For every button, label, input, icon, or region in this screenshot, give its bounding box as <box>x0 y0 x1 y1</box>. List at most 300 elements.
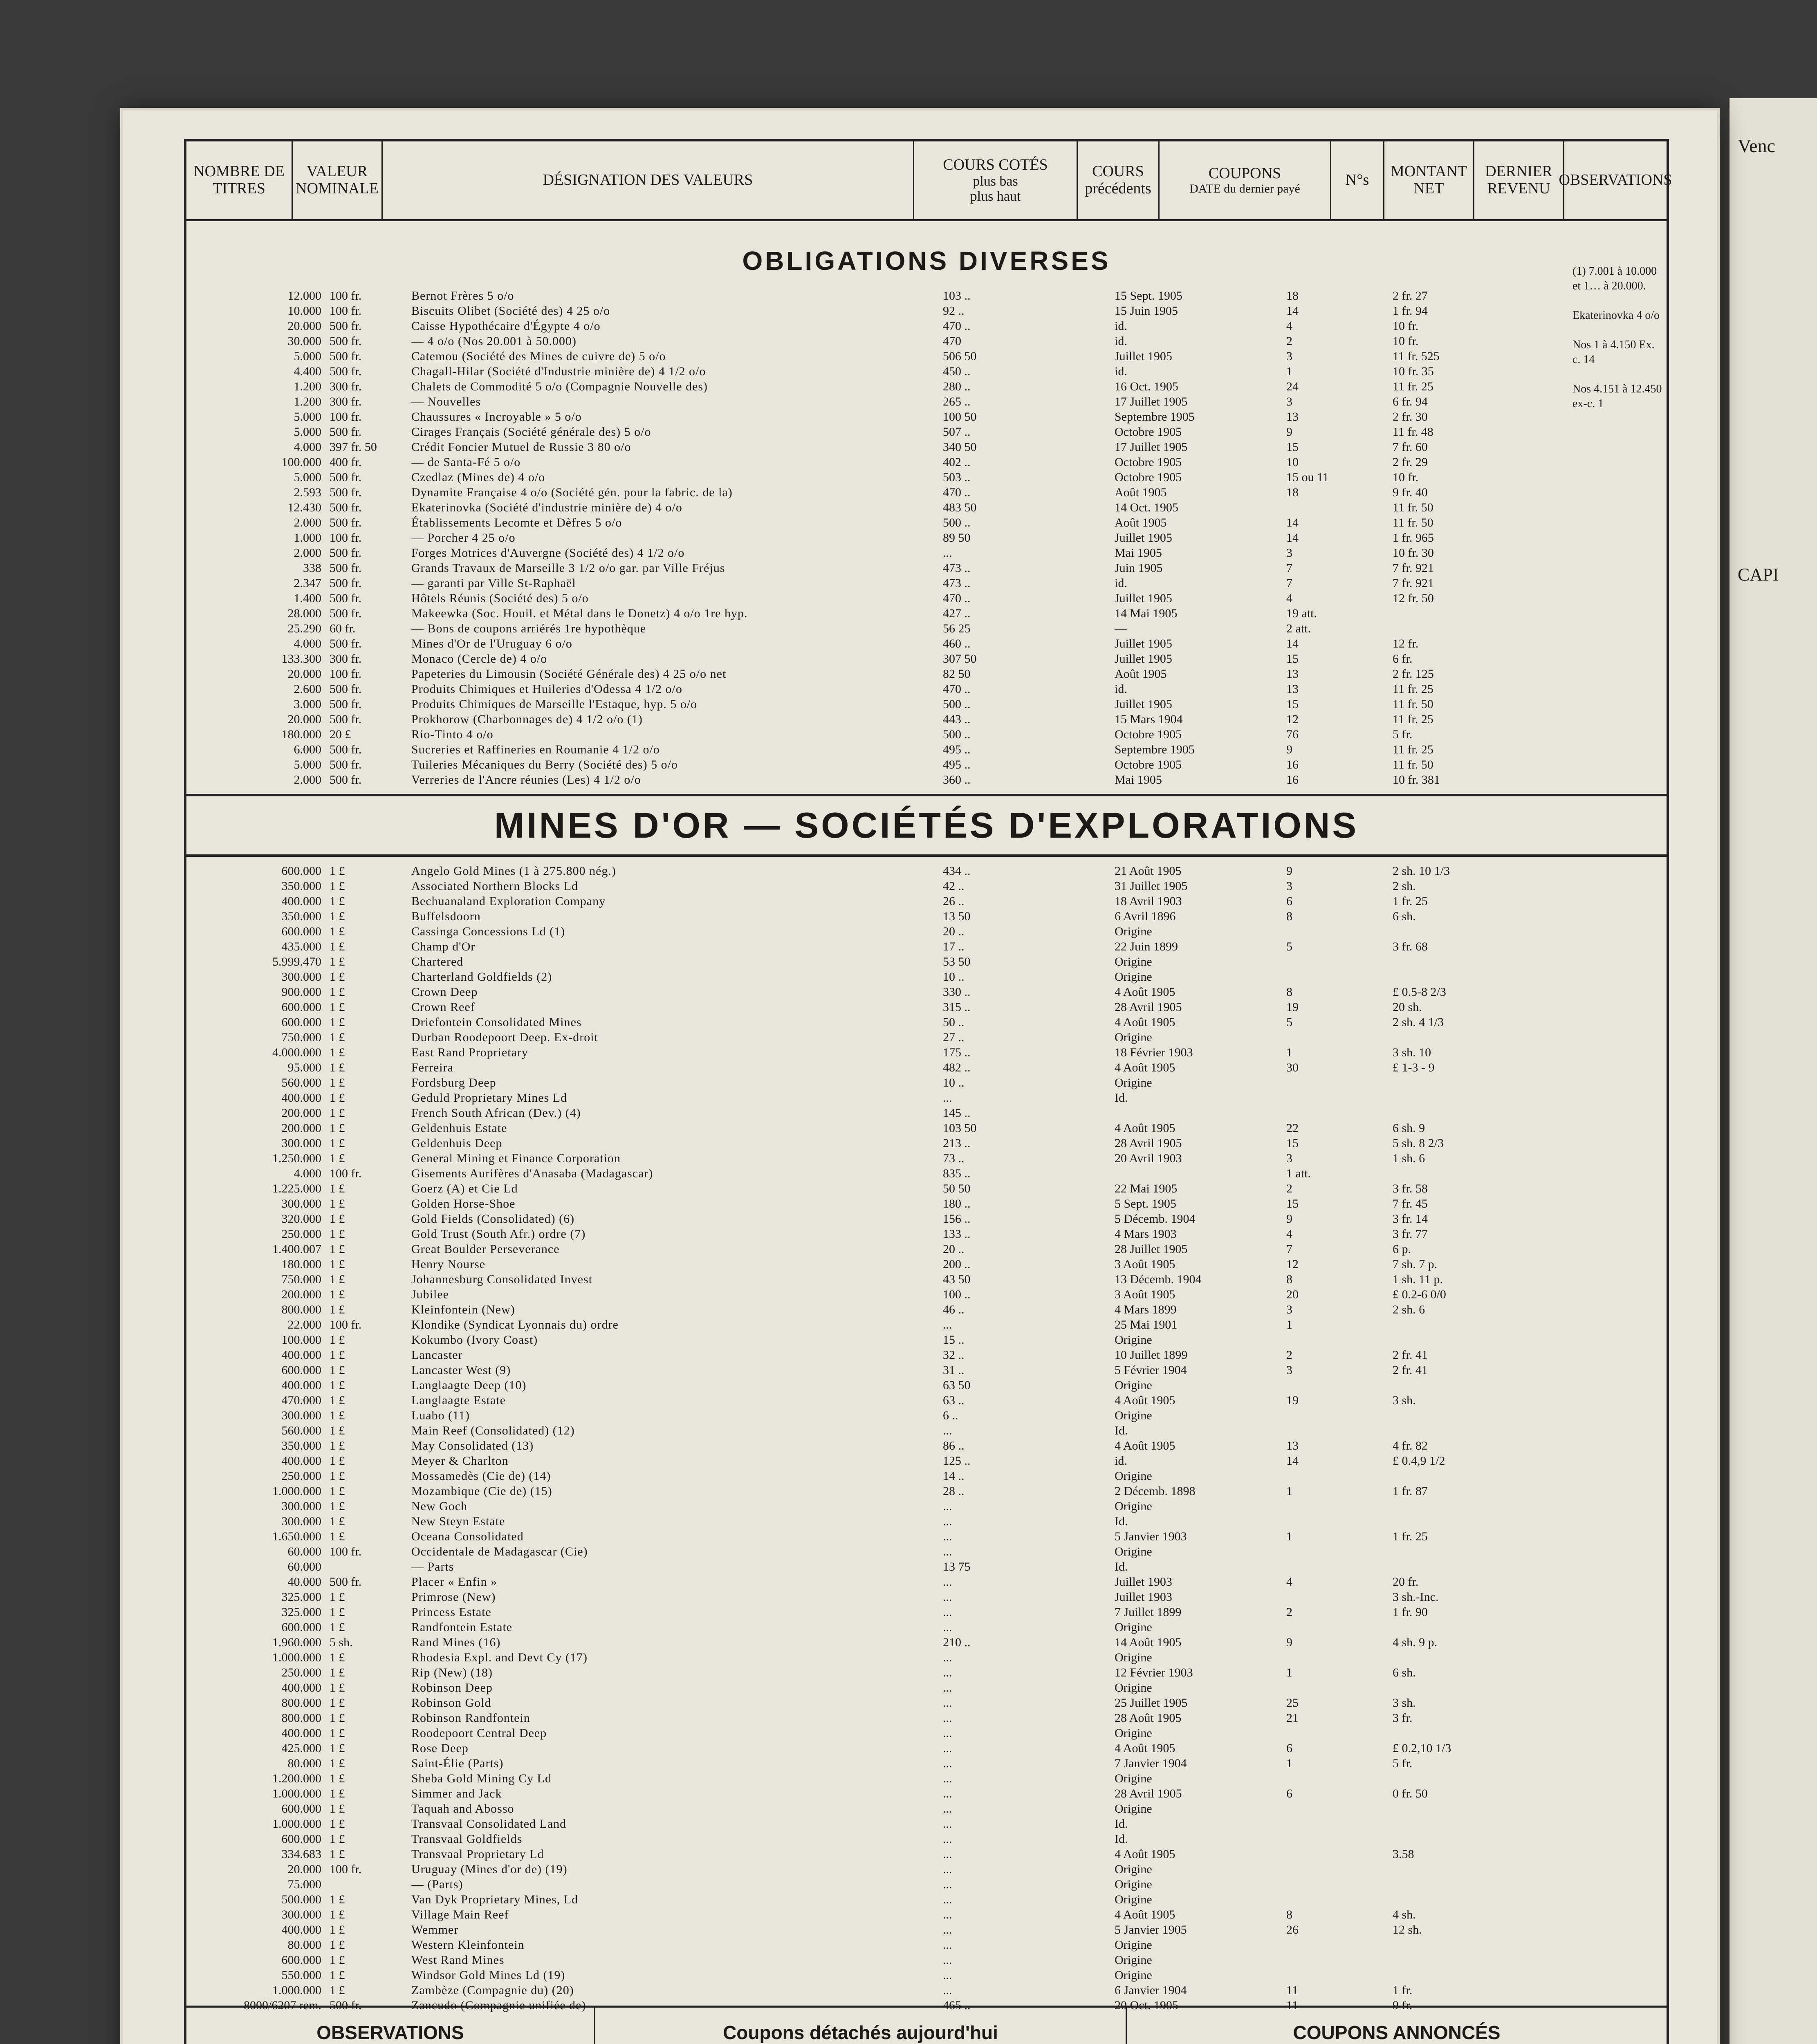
cell-valeur: 1 £ <box>330 1711 345 1725</box>
cell-numero: 6 <box>1286 1787 1292 1800</box>
cell-designation: Fordsburg Deep <box>411 1076 496 1089</box>
cell-numero: 16 <box>1286 758 1299 771</box>
cell-nombre: 600.000 <box>281 925 321 938</box>
cell-cours: ... <box>943 1696 952 1710</box>
section2-rows <box>186 863 1667 2013</box>
cell-cours: 460 .. <box>943 637 971 650</box>
table-row <box>199 1000 1654 1015</box>
cell-montant: £ 0.2,10 1/3 <box>1393 1741 1451 1755</box>
cell-cours: 473 .. <box>943 576 971 590</box>
cell-date: 4 Août 1905 <box>1115 1439 1175 1452</box>
cell-montant <box>1393 1378 1499 1393</box>
table-row <box>199 1907 1654 1922</box>
observation-line: Ekaterinovka 4 o/o <box>1572 309 1660 322</box>
cell-numero: 24 <box>1286 380 1299 393</box>
cell-nombre: 550.000 <box>281 1968 321 1982</box>
cell-cours: 265 .. <box>943 395 971 408</box>
table-row <box>199 606 1654 621</box>
table-row <box>199 349 1654 364</box>
cell-montant: 12 fr. <box>1393 637 1419 650</box>
cell-cours: ... <box>943 1091 952 1105</box>
cell-montant: 10 fr. 30 <box>1393 546 1434 560</box>
cell-designation: Hôtels Réunis (Société des) 5 o/o <box>411 592 589 605</box>
cell-numero: 2 <box>1286 1605 1292 1619</box>
cell-date: Origine <box>1115 970 1152 984</box>
cell-cours: 13 50 <box>943 910 971 923</box>
table-row <box>199 1317 1654 1332</box>
cell-montant <box>1393 1816 1499 1831</box>
cell-designation: Tuileries Mécaniques du Berry (Société des) 5 o/o <box>411 758 678 771</box>
cell-montant <box>1393 606 1499 621</box>
table-row <box>199 1151 1654 1166</box>
cell-designation: Johannesburg Consolidated Invest <box>411 1273 593 1286</box>
cell-numero <box>1286 1105 1393 1121</box>
cell-numero: 3 <box>1286 546 1292 560</box>
cell-numero: 25 <box>1286 1696 1299 1710</box>
cell-nombre: 600.000 <box>281 1000 321 1014</box>
cell-designation: Western Kleinfontein <box>411 1938 525 1952</box>
cell-nombre: 425.000 <box>281 1741 321 1755</box>
cell-cours: ... <box>943 1530 952 1543</box>
cell-valeur: 100 fr. <box>330 667 362 681</box>
cell-numero: 4 <box>1286 1227 1292 1241</box>
bottom-panels <box>186 2006 1667 2044</box>
cell-date: Id. <box>1115 1424 1128 1437</box>
cell-valeur: 1 £ <box>330 1832 345 1846</box>
cell-montant <box>1393 1332 1499 1347</box>
cell-valeur: 100 fr. <box>330 410 362 424</box>
cell-numero: 3 <box>1286 1303 1292 1316</box>
table-row <box>199 1650 1654 1665</box>
cell-montant <box>1393 1423 1499 1438</box>
cell-nombre: 470.000 <box>281 1394 321 1407</box>
table-row <box>199 409 1654 424</box>
cell-valeur: 1 £ <box>330 1182 345 1195</box>
cell-cours: 470 .. <box>943 682 971 696</box>
cell-montant: 11 fr. 50 <box>1393 501 1433 514</box>
cell-designation: Randfontein Estate <box>411 1620 513 1634</box>
cell-nombre: 5.000 <box>294 471 321 484</box>
cell-valeur: 100 fr. <box>330 1545 362 1558</box>
cell-date: 12 Février 1903 <box>1115 1666 1193 1679</box>
cell-montant <box>1393 1877 1499 1892</box>
cell-montant: 11 fr. 25 <box>1393 713 1433 726</box>
table-row <box>199 1438 1654 1453</box>
cell-cours: ... <box>943 1651 952 1664</box>
cell-montant: 5 fr. <box>1393 728 1413 741</box>
cell-numero <box>1286 1952 1393 1968</box>
cell-valeur: 1 £ <box>330 1046 345 1059</box>
cell-date: Origine <box>1115 955 1152 968</box>
table-row <box>199 1559 1654 1574</box>
col-montant: MONTANT NET <box>1384 141 1474 219</box>
cell-designation: Placer « Enfin » <box>411 1575 498 1589</box>
cell-cours: 89 50 <box>943 531 971 545</box>
cell-date: Octobre 1905 <box>1115 455 1182 469</box>
cell-designation: — 4 o/o (Nos 20.001 à 50.000) <box>411 334 577 348</box>
cell-date: Origine <box>1115 1726 1152 1740</box>
cell-montant: 7 fr. 45 <box>1393 1197 1428 1210</box>
table-row <box>199 621 1654 636</box>
cell-designation: Primrose (New) <box>411 1590 496 1604</box>
cell-designation: — Porcher 4 25 o/o <box>411 531 516 545</box>
section1-title: OBLIGATIONS DIVERSES <box>742 246 1111 276</box>
cell-nombre: 40.000 <box>287 1575 321 1589</box>
cell-montant: 2 sh. <box>1393 879 1416 893</box>
cell-cours: 43 50 <box>943 1273 971 1286</box>
cell-numero: 19 <box>1286 1394 1299 1407</box>
cell-date: Septembre 1905 <box>1115 410 1195 424</box>
table-row <box>199 1665 1654 1680</box>
cell-cours: ... <box>943 1620 952 1634</box>
cell-nombre: 28.000 <box>287 607 321 620</box>
cell-nombre: 600.000 <box>281 1832 321 1846</box>
cell-cours: 450 .. <box>943 365 971 378</box>
cell-nombre: 1.650.000 <box>272 1530 321 1543</box>
cell-numero: 8 <box>1286 1908 1292 1921</box>
cell-montant: 5 sh. 8 2/3 <box>1393 1136 1444 1150</box>
cell-montant: 4 sh. <box>1393 1908 1416 1921</box>
cell-designation: Transvaal Consolidated Land <box>411 1817 567 1831</box>
cell-valeur: 1 £ <box>330 1439 345 1452</box>
cell-cours: 92 .. <box>943 304 965 318</box>
cell-date: 4 Août 1905 <box>1115 985 1175 999</box>
cell-cours: ... <box>943 1711 952 1725</box>
cell-nombre: 750.000 <box>281 1031 321 1044</box>
annonces-panel <box>1127 2008 1667 2044</box>
cell-valeur: 1 £ <box>330 1152 345 1165</box>
cell-date: 5 Janvier 1905 <box>1115 1923 1187 1936</box>
table-row <box>199 576 1654 591</box>
table-frame <box>184 139 1672 2044</box>
table-row <box>199 681 1654 697</box>
cell-date: Mai 1905 <box>1115 546 1162 560</box>
cell-valeur: 1 £ <box>330 910 345 923</box>
cell-numero <box>1286 1801 1393 1816</box>
cell-designation: Mines d'Or de l'Uruguay 6 o/o <box>411 637 572 650</box>
cell-nombre: 1.400 <box>294 592 321 605</box>
table-row <box>199 334 1654 349</box>
cell-valeur: 1 £ <box>330 1938 345 1952</box>
cell-nombre: 600.000 <box>281 864 321 878</box>
cell-numero: 22 <box>1286 1121 1299 1135</box>
cell-montant <box>1393 1105 1499 1121</box>
table-row <box>199 1726 1654 1741</box>
cell-designation: Rip (New) (18) <box>411 1666 493 1679</box>
cell-nombre: 300.000 <box>281 1499 321 1513</box>
cell-date: 14 Août 1905 <box>1115 1636 1182 1649</box>
cell-date: 21 Août 1905 <box>1115 864 1182 878</box>
cell-valeur: 500 fr. <box>330 1999 362 2012</box>
table-row <box>199 303 1654 318</box>
cell-montant <box>1393 924 1499 939</box>
table-row <box>199 969 1654 984</box>
cell-designation: Golden Horse-Shoe <box>411 1197 516 1210</box>
table-row <box>199 1030 1654 1045</box>
cell-nombre: 560.000 <box>281 1076 321 1089</box>
cell-date: Août 1905 <box>1115 516 1167 529</box>
cell-date: 14 Mai 1905 <box>1115 607 1178 620</box>
cell-numero: 30 <box>1286 1061 1299 1074</box>
cell-montant: 11 fr. 25 <box>1393 380 1433 393</box>
cell-cours: ... <box>943 1787 952 1800</box>
col-dernier: DERNIER REVENU <box>1474 141 1564 219</box>
cell-cours: 10 .. <box>943 970 965 984</box>
cell-cours: 42 .. <box>943 879 965 893</box>
cell-montant: 3 sh. 10 <box>1393 1046 1431 1059</box>
cell-designation: Sheba Gold Mining Cy Ld <box>411 1772 552 1785</box>
cell-date: Origine <box>1115 1862 1152 1876</box>
cell-montant: 11 fr. 25 <box>1393 682 1433 696</box>
cell-date: 4 Août 1905 <box>1115 1015 1175 1029</box>
cell-cours: 63 50 <box>943 1378 971 1392</box>
cell-numero <box>1286 924 1393 939</box>
cell-cours: ... <box>943 1862 952 1876</box>
cell-designation: Gold Fields (Consolidated) (6) <box>411 1212 575 1226</box>
cell-date: id. <box>1115 334 1127 348</box>
cell-valeur: 500 fr. <box>330 501 362 514</box>
cell-valeur: 1 £ <box>330 1333 345 1347</box>
cell-valeur: 500 fr. <box>330 637 362 650</box>
observations-title: OBSERVATIONS <box>316 2022 464 2043</box>
cell-numero <box>1286 1816 1393 1831</box>
cell-valeur: 400 fr. <box>330 455 362 469</box>
cell-date <box>1115 1166 1286 1181</box>
cell-valeur: 1 £ <box>330 1484 345 1498</box>
table-row <box>199 1786 1654 1801</box>
cell-valeur: 1 £ <box>330 1666 345 1679</box>
cell-date: Origine <box>1115 1893 1152 1906</box>
cell-date: 15 Juin 1905 <box>1115 304 1178 318</box>
cell-numero: 7 <box>1286 561 1292 575</box>
cell-nombre: 4.000.000 <box>272 1046 321 1059</box>
cell-valeur: 1 £ <box>330 1015 345 1029</box>
cell-designation: Luabo (11) <box>411 1409 470 1422</box>
cell-montant: 1 fr. <box>1393 1983 1413 1997</box>
cell-cours: 470 .. <box>943 592 971 605</box>
cell-designation: Rose Deep <box>411 1741 469 1755</box>
cell-designation: Mozambique (Cie de) (15) <box>411 1484 552 1498</box>
cell-date: Juillet 1903 <box>1115 1575 1172 1589</box>
table-row <box>199 1756 1654 1771</box>
cell-valeur: 500 fr. <box>330 773 362 787</box>
cell-numero: 3 <box>1286 1152 1292 1165</box>
cell-nombre: 180.000 <box>281 1257 321 1271</box>
cell-numero: 9 <box>1286 1212 1292 1226</box>
cell-valeur: 500 fr. <box>330 576 362 590</box>
cell-designation: Oceana Consolidated <box>411 1530 524 1543</box>
cell-designation: — garanti par Ville St-Raphaël <box>411 576 576 590</box>
cell-date: Origine <box>1115 1938 1152 1952</box>
cell-valeur: 500 fr. <box>330 592 362 605</box>
table-row <box>199 439 1654 455</box>
cell-valeur: 5 sh. <box>330 1636 353 1649</box>
cell-montant: 2 fr. 30 <box>1393 410 1428 424</box>
cell-numero <box>1286 1559 1393 1574</box>
cell-date: Origine <box>1115 1333 1152 1347</box>
cell-montant: 1 fr. 25 <box>1393 1530 1428 1543</box>
cell-date: 5 Janvier 1903 <box>1115 1530 1187 1543</box>
cell-numero: 9 <box>1286 425 1292 439</box>
cell-montant <box>1393 1090 1499 1105</box>
cell-nombre: 1.200 <box>294 395 321 408</box>
cell-date: id. <box>1115 1454 1127 1468</box>
cell-numero: 1 <box>1286 365 1292 378</box>
cell-valeur: 300 fr. <box>330 395 362 408</box>
cell-nombre: 350.000 <box>281 910 321 923</box>
cell-designation: Charterland Goldfields (2) <box>411 970 552 984</box>
cell-valeur: 1 £ <box>330 1953 345 1967</box>
col-nombre: NOMBRE DE TITRES <box>186 141 293 219</box>
cell-valeur: 1 £ <box>330 1530 345 1543</box>
cell-cours: ... <box>943 1605 952 1619</box>
cell-designation: Wemmer <box>411 1923 459 1936</box>
table-row <box>199 1574 1654 1589</box>
cell-cours: ... <box>943 1741 952 1755</box>
cell-numero: 19 att. <box>1286 607 1317 620</box>
cell-cours: 470 .. <box>943 319 971 333</box>
cell-designation: Robinson Randfontein <box>411 1711 530 1725</box>
cell-date: Juillet 1903 <box>1115 1590 1172 1604</box>
cell-numero: 9 <box>1286 743 1292 756</box>
cell-numero <box>1286 1968 1393 1983</box>
cell-designation: Roodepoort Central Deep <box>411 1726 547 1740</box>
cell-designation: — Nouvelles <box>411 395 481 408</box>
cell-nombre: 20.000 <box>287 667 321 681</box>
table-row <box>199 485 1654 500</box>
cell-cours: 500 .. <box>943 697 971 711</box>
cell-nombre: 4.000 <box>294 440 321 454</box>
cell-cours: 46 .. <box>943 1303 965 1316</box>
cell-designation: — Parts <box>411 1560 454 1573</box>
cell-nombre: 600.000 <box>281 1802 321 1815</box>
cell-valeur: 1 £ <box>330 1620 345 1634</box>
cell-nombre: 8000/6207 rem. <box>244 1999 321 2012</box>
cell-designation: Durban Roodepoort Deep. Ex-droit <box>411 1031 598 1044</box>
cell-date: Origine <box>1115 1772 1152 1785</box>
cell-nombre: 250.000 <box>281 1227 321 1241</box>
table-row <box>199 591 1654 606</box>
cell-valeur: 500 fr. <box>330 486 362 499</box>
table-row <box>199 1408 1654 1423</box>
cell-designation: Windsor Gold Mines Ld (19) <box>411 1968 565 1982</box>
cell-cours: ... <box>943 1590 952 1604</box>
cell-montant: 2 sh. 6 <box>1393 1303 1425 1316</box>
cell-valeur: 500 fr. <box>330 561 362 575</box>
cell-date: Origine <box>1115 1469 1152 1483</box>
table-row <box>199 1499 1654 1514</box>
cell-cours: 340 50 <box>943 440 977 454</box>
cell-nombre: 1.000.000 <box>272 1817 321 1831</box>
cell-montant <box>1393 954 1499 969</box>
cell-designation: Mossamedès (Cie de) (14) <box>411 1469 551 1483</box>
cell-cours: ... <box>943 1893 952 1906</box>
table-row <box>199 651 1654 666</box>
cell-numero <box>1286 1771 1393 1786</box>
cell-numero <box>1286 1378 1393 1393</box>
cell-cours: ... <box>943 546 952 560</box>
cell-date: 4 Août 1905 <box>1115 1741 1175 1755</box>
cell-valeur: 100 fr. <box>330 1318 362 1331</box>
cell-nombre: 75.000 <box>287 1878 321 1891</box>
table-row <box>199 318 1654 334</box>
cell-valeur: 500 fr. <box>330 682 362 696</box>
cell-date: id. <box>1115 682 1127 696</box>
table-row <box>199 1211 1654 1226</box>
table-row <box>199 1952 1654 1968</box>
cell-date: 6 Janvier 1904 <box>1115 1983 1187 1997</box>
cell-valeur: 1 £ <box>330 1696 345 1710</box>
cell-montant <box>1393 1544 1499 1559</box>
cell-nombre: 2.000 <box>294 516 321 529</box>
cell-valeur: 1 £ <box>330 864 345 878</box>
cell-numero <box>1286 1090 1393 1105</box>
cell-designation: Princess Estate <box>411 1605 491 1619</box>
table-row <box>199 1453 1654 1468</box>
cell-numero <box>1286 954 1393 969</box>
cell-numero: 10 <box>1286 455 1299 469</box>
cell-valeur: 1 £ <box>330 1590 345 1604</box>
cell-nombre: 10.000 <box>287 304 321 318</box>
cell-cours: 50 50 <box>943 1182 971 1195</box>
cell-numero <box>1286 1862 1393 1877</box>
cell-numero: 15 <box>1286 1197 1299 1210</box>
cell-cours: ... <box>943 1666 952 1679</box>
table-row <box>199 1983 1654 1998</box>
cell-montant: 9 fr. 40 <box>1393 486 1428 499</box>
cell-cours: 100 .. <box>943 1288 971 1301</box>
cell-valeur: 1 £ <box>330 1757 345 1770</box>
col-nos: N°s <box>1331 141 1384 219</box>
cell-numero: 12 <box>1286 713 1299 726</box>
cell-numero: 21 <box>1286 1711 1299 1725</box>
cell-valeur: 1 £ <box>330 1106 345 1120</box>
cell-valeur: 500 fr. <box>330 425 362 439</box>
table-row <box>199 1937 1654 1952</box>
table-row <box>199 1181 1654 1196</box>
cell-nombre: 5.000 <box>294 758 321 771</box>
cell-numero: 1 <box>1286 1666 1292 1679</box>
table-row <box>199 1816 1654 1831</box>
cell-nombre: 2.000 <box>294 773 321 787</box>
cell-date: 4 Août 1905 <box>1115 1847 1175 1861</box>
cell-designation: Jubilee <box>411 1288 449 1301</box>
cell-nombre: 600.000 <box>281 1620 321 1634</box>
table-row <box>199 636 1654 651</box>
cell-valeur: 1 £ <box>330 1515 345 1528</box>
cell-montant: 1 fr. 87 <box>1393 1484 1428 1498</box>
table-row <box>199 1589 1654 1605</box>
table-row <box>199 364 1654 379</box>
cell-montant: 3 fr. 77 <box>1393 1227 1428 1241</box>
cell-numero <box>1286 1937 1393 1952</box>
cell-montant: 10 fr. <box>1393 471 1419 484</box>
cell-cours: ... <box>943 1878 952 1891</box>
cell-cours: ... <box>943 1847 952 1861</box>
table-row <box>199 1136 1654 1151</box>
cell-cours: 200 .. <box>943 1257 971 1271</box>
cell-montant: 2 fr. 27 <box>1393 289 1428 303</box>
cell-date: 25 Mai 1901 <box>1115 1318 1178 1331</box>
cell-nombre: 95.000 <box>287 1061 321 1074</box>
cell-designation: Zambèze (Compagnie du) (20) <box>411 1983 574 1997</box>
cell-nombre: 12.000 <box>287 289 321 303</box>
cell-date: Octobre 1905 <box>1115 758 1182 771</box>
cell-nombre: 4.000 <box>294 1167 321 1180</box>
cell-numero: 15 <box>1286 697 1299 711</box>
table-row <box>199 727 1654 742</box>
cell-date: Origine <box>1115 1968 1152 1982</box>
